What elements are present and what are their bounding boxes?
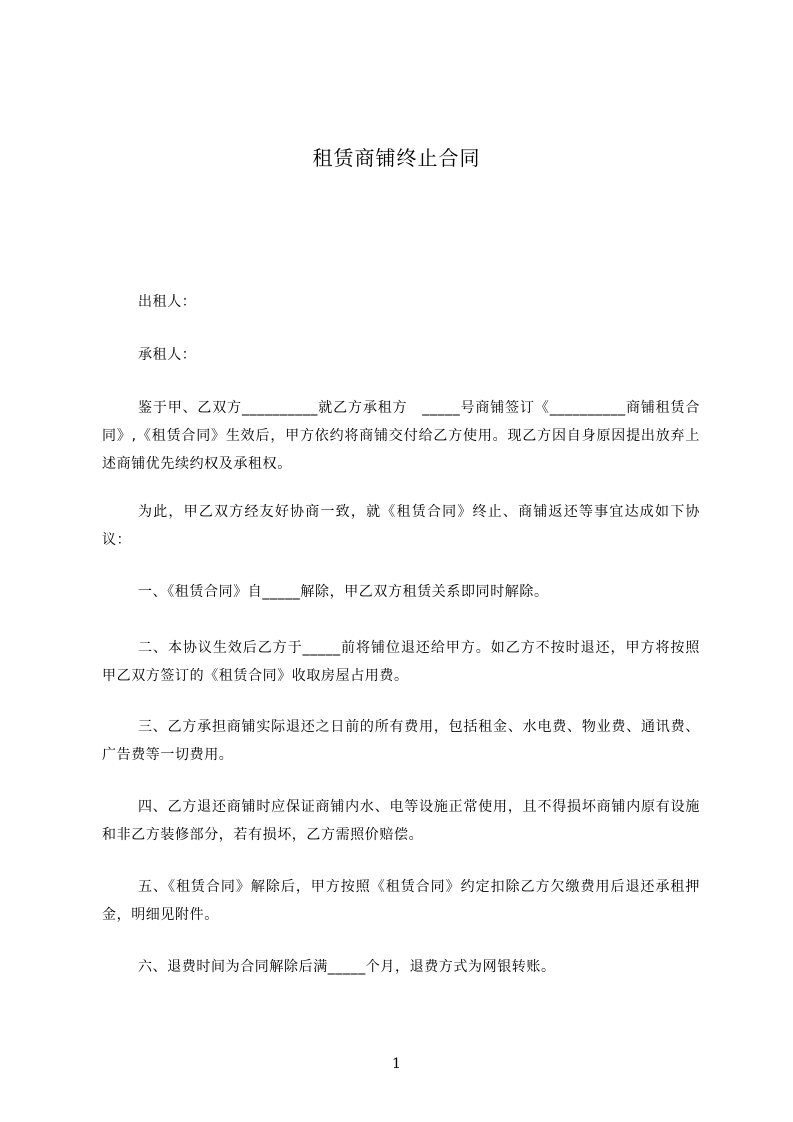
clause-1: 一、《租赁合同》自_____解除，甲乙双方租赁关系即同时解除。 <box>138 584 549 600</box>
page-number: 1 <box>392 1056 401 1072</box>
lessee-label: 承租人： <box>138 347 197 363</box>
lessor-label: 出租人： <box>138 294 197 310</box>
clause-4: 四、乙方退还商铺时应保证商铺内水、电等设施正常使用，且不得损坏商铺内原有设施和非乙方装修部分，若有损坏，乙方需照价赔偿。 <box>102 799 700 843</box>
clause-6: 六、退费时间为合同解除后满_____个月，退费方式为网银转账。 <box>138 959 556 975</box>
page-title: 租赁商铺终止合同 <box>312 146 481 170</box>
clause-3: 三、乙方承担商铺实际退还之日前的所有费用，包括租金、水电费、物业费、通讯费、广告费等一切费用。 <box>102 719 700 763</box>
preamble-paragraph: 鉴于甲、乙双方__________就乙方承租方 _____号商铺签订《__________商铺租赁合同》,《租赁合同》生效后，甲方依约将商铺交付给乙方使用。现乙方因自身原因提出放弃上述商铺优先续约权及承租权。 <box>102 400 700 472</box>
clause-5: 五、《租赁合同》解除后，甲方按照《租赁合同》约定扣除乙方欠缴费用后退还承租押金，明细见附件。 <box>102 879 700 923</box>
clause-2: 二、本协议生效后乙方于_____前将铺位退还给甲方。如乙方不按时退还，甲方将按照甲乙双方签订的《租赁合同》收取房屋占用费。 <box>102 640 700 684</box>
agreement-intro-paragraph: 为此，甲乙双方经友好协商一致，就《租赁合同》终止、商铺返还等事宜达成如下协议： <box>102 504 700 548</box>
